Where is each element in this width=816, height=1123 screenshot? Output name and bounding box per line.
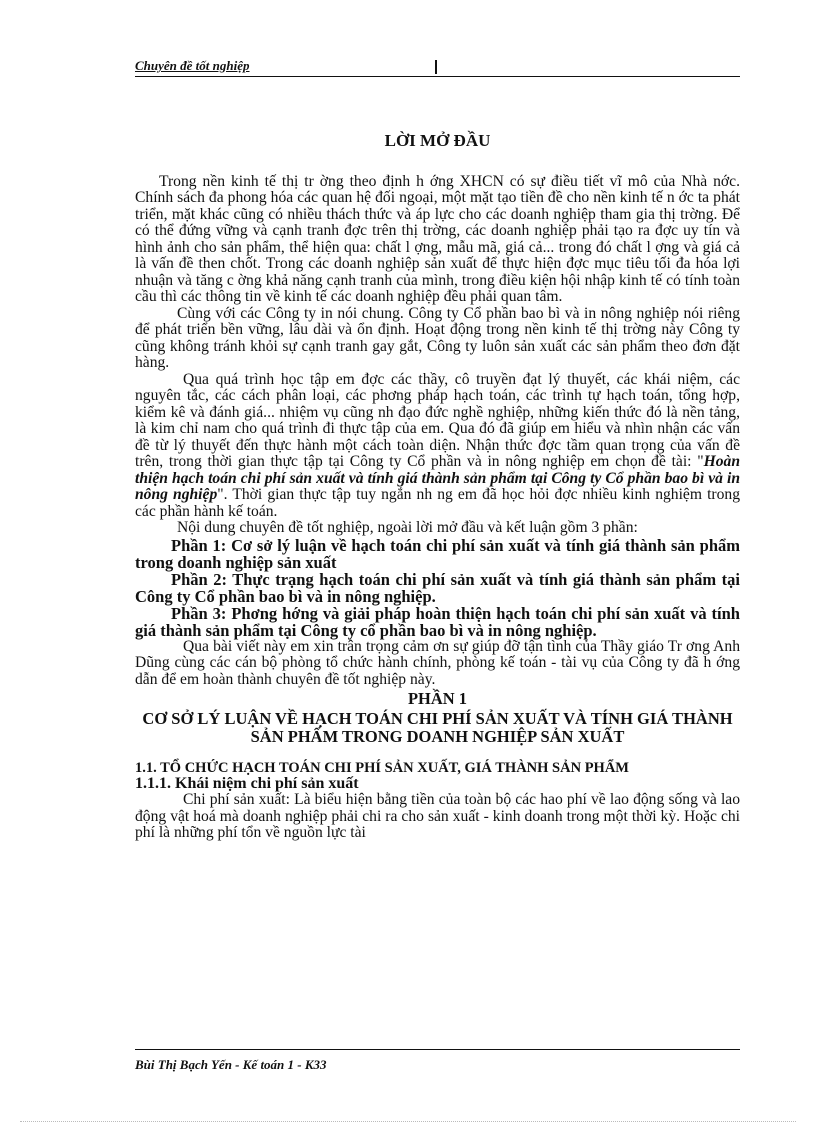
part-3-summary: Phần 3: Phơng hớng và giải pháp hoàn thiện hạch toán chi phí sản xuất và tính giá thành sản phẩm tại Công ty cổ phần bao bì và in nông nghiệp.	[135, 603, 740, 640]
paragraph-production-cost: Chi phí sản xuất: Là biểu hiện bằng tiền của toàn bộ các hao phí về lao động sống và lao động vật hoá mà doanh nghiệp phải chi ra cho sản xuất - kinh doanh trong một thời kỳ. Hoặc chi phí là những phí tổn về nguồn lực tài	[135, 791, 740, 841]
part-heading-title: CƠ SỞ LÝ LUẬN VỀ HẠCH TOÁN CHI PHÍ SẢN XUẤT VÀ TÍNH GIÁ THÀNH SẢN PHẨM TRONG DOANH NGHIỆP SẢN XUẤT	[142, 709, 733, 746]
header-title: Chuyên đề tốt nghiệp	[135, 58, 250, 73]
paragraph-thanks: Qua bài viết này em xin trân trọng cảm ơn sự giúp đỡ tận tình của Thầy giáo Tr ơng Anh Dũng cùng các cán bộ phòng tổ chức hành chính, phòng kế toán - tài vụ của Công ty đã h ớng dẫn để em hoàn thành chuyên đề tốt nghiệp này.	[135, 637, 740, 688]
part-1-summary: Phần 1: Cơ sở lý luận về hạch toán chi phí sản xuất và tính giá thành sản phẩm trong doanh nghiệp sản xuất	[135, 535, 740, 572]
page-footer	[135, 1049, 740, 1074]
paragraph-study	[135, 372, 740, 521]
document-body	[135, 133, 740, 842]
footer-author: Bùi Thị Bạch Yến - Kế toán 1 - K33	[135, 1057, 327, 1072]
paragraph-intro: Trong nền kinh tế thị tr ờng theo định h ớng XHCN có sự điều tiết vĩ mô của Nhà nớc. Chính sách đa phong hóa các quan hệ đối ngoại, một mặt tạo tiền đề cho nền kinh tế n ớc ta phát triển, mặt khác cũng có nhiều thách thức và áp lực cho các doanh nghiệp tham gia thị trờng. Để có thể đứng vững và cạnh tranh đợc trên thị trờng, các doanh nghiệp phải tạo ra đợc uy tín và hình ảnh cho sản phẩm, thể hiện qua: chất l ợng, mẫu mã, giá cả... trong đó chất l ợng và giá cả là vấn đề then chốt. Trong các doanh nghiệp sản xuất để thực hiện đợc mục tiêu tối đa hóa lợi nhuận và tăng c ờng khả năng cạnh tranh của mình, trong điều kiện hội nhập kinh tế có tính toàn cầu thì các thông tin về kinh tế các doanh nghiệp đều phải quan tâm.	[135, 172, 740, 305]
document-title: LỜI MỞ ĐẦU	[384, 131, 491, 150]
paragraph-contents: Nội dung chuyên đề tốt nghiệp, ngoài lời mở đầu và kết luận gồm 3 phần:	[177, 519, 638, 536]
paragraph-study-text-start: Qua quá trình học tập em đợc các thầy, cô truyền đạt lý thuyết, các khái niệm, các nguyên tắc, các cách phân loại, các phơng pháp hạch toán, các trình tự hạch toán, tổng hợp, kiểm kê và đánh giá... nhiệm vụ cũng nh đạo đức nghề nghiệp, những kiến thức đó là nền tảng, là kim chỉ nam cho quá trình đi thực tập của em. Qua đó đã giúp em hiểu và nhìn nhận các vấn đề từ lý thuyết đến thực hành một cách toàn diện. Nhận thức đợc tầm quan trọng của vấn đề trên, trong thời gian thực tập tại Công ty Cổ phần và in nông nghiệp em chọn đề tài: "	[135, 370, 740, 470]
section-heading-1-1: 1.1. TỔ CHỨC HẠCH TOÁN CHI PHÍ SẢN XUẤT, GIÁ THÀNH SẢN PHẨM	[135, 760, 629, 776]
header-divider-mark	[435, 60, 437, 74]
section-heading-1-1-1: 1.1.1. Khái niệm chi phí sản xuất	[135, 775, 359, 792]
page-header	[135, 58, 740, 77]
part-heading-label: PHẦN 1	[407, 689, 468, 708]
thesis-topic: Hoàn thiện hạch toán chi phí sản xuất và tính giá thành sản phẩm tại Công ty Cổ phần bao bì và in nông nghiệp	[135, 453, 740, 503]
part-2-summary: Phần 2: Thực trạng hạch toán chi phí sản xuất và tính giá thành sản phẩm tại Công ty Cổ phần bao bì và in nông nghiệp.	[135, 569, 740, 606]
paragraph-company: Cùng với các Công ty in nói chung. Công ty Cổ phần bao bì và in nông nghiệp nói riêng để phát triển bền vững, lâu dài và ổn định. Hoạt động trong nền kinh tế thị trờng này Công ty cũng không tránh khỏi sự cạnh tranh gay gắt, Công ty luôn sản xuất các sản phẩm theo đơn đặt hàng.	[135, 304, 740, 371]
paragraph-study-text-end: ". Thời gian thực tập tuy ngắn nh ng em đã học hỏi đợc nhiều kinh nghiệm trong các phần hành kế toán.	[135, 486, 741, 520]
page-bottom-divider	[20, 1121, 796, 1122]
